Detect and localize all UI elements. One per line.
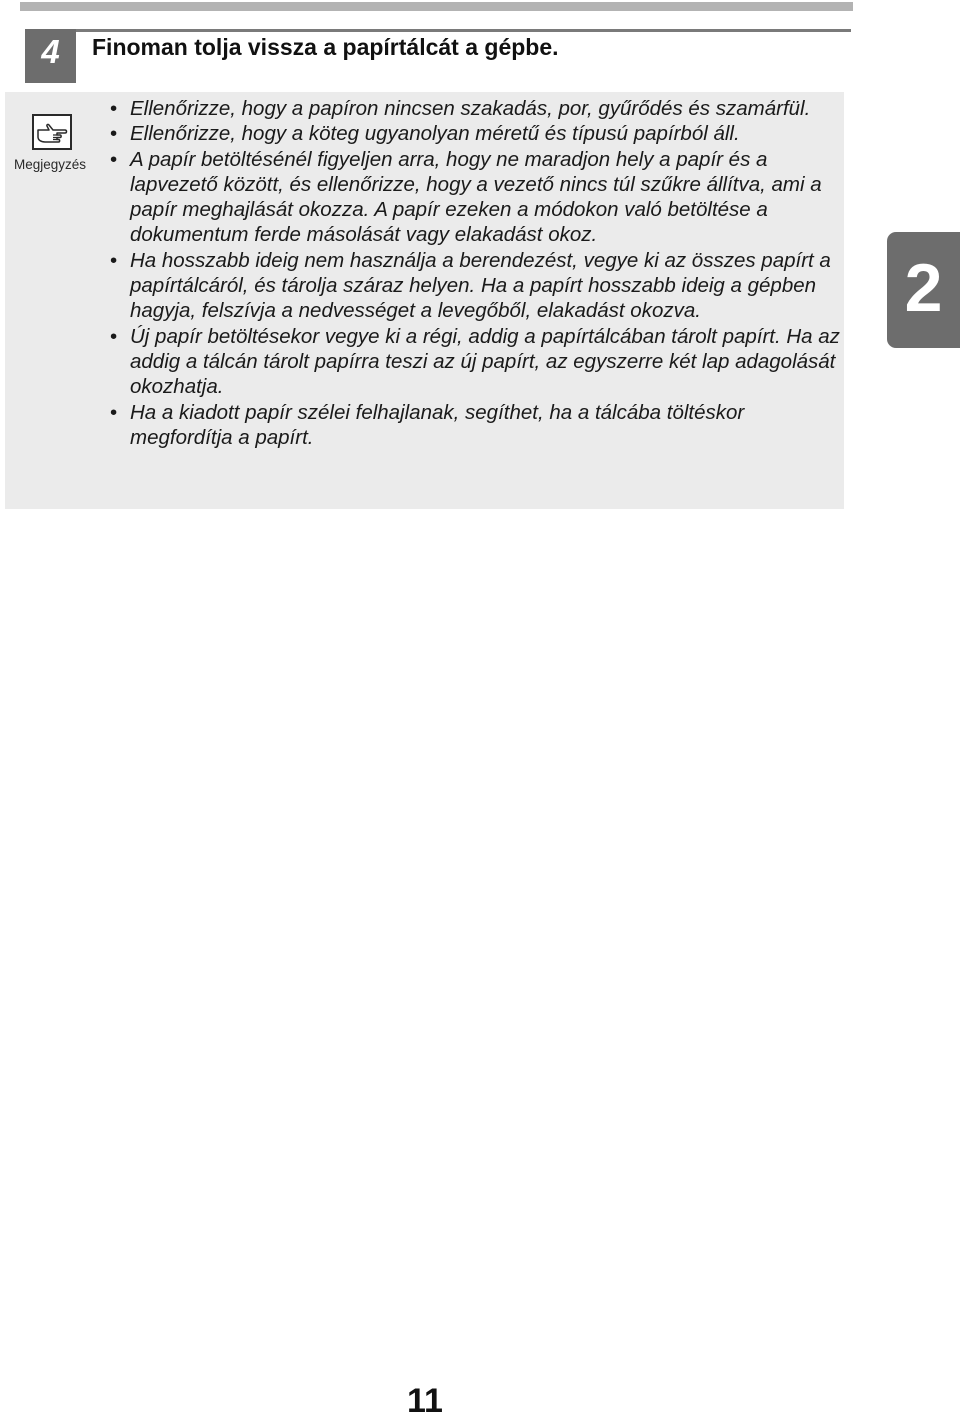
- note-item-text: A papír betöltésénél figyeljen arra, hogy ne maradjon hely a papír és a lapvezető között, és ellenőrizze, hogy a vezető nincs túl szűkre állítva, ami a papír meghajlását okozza. A papír ezeken a módokon való betöltése a dokumentum ferde másolását vagy elakadást okoz.: [130, 147, 822, 247]
- chapter-tab: 2: [887, 232, 960, 348]
- note-label: Megjegyzés: [13, 157, 87, 172]
- top-rule: [20, 2, 853, 11]
- step-header-rule: [25, 29, 851, 32]
- step-title: Finoman tolja vissza a papírtálcát a gépbe.: [92, 34, 559, 60]
- bullet: •: [110, 400, 118, 424]
- note-box: [5, 92, 844, 509]
- bullet: •: [110, 324, 118, 348]
- note-item: [105, 96, 840, 121]
- pointing-hand-icon: [36, 121, 68, 143]
- note-list: [105, 96, 840, 450]
- note-item-text: Ellenőrizze, hogy a köteg ugyanolyan méretű és típusú papírból áll.: [130, 122, 740, 146]
- note-item: [105, 324, 840, 400]
- bullet: •: [110, 248, 118, 272]
- note-item-text: Új papír betöltésekor vegye ki a régi, addig a papírtálcában tárolt papírt. Ha az addig a tálcán tárolt papírra teszi az új papírt, az egyszerre két lap adagolását okozhatja.: [130, 324, 840, 399]
- step-number: 4: [25, 29, 76, 83]
- note-item-text: Ha a kiadott papír szélei felhajlanak, segíthet, ha a tálcába töltéskor megfordítja a papírt.: [130, 400, 745, 449]
- note-item: [105, 400, 840, 451]
- note-item: [105, 121, 840, 146]
- bullet: •: [110, 122, 118, 146]
- note-item-text: Ellenőrizze, hogy a papíron nincsen szakadás, por, gyűrődés és szamárfül.: [130, 97, 811, 120]
- page-number: 11: [407, 1382, 443, 1420]
- note-item: [105, 147, 840, 248]
- note-item-text: Ha hosszabb ideig nem használja a berendezést, vegye ki az összes papírt a papírtálcáról, és tárolja száraz helyen. Ha a papírt hosszabb ideig a gépben hagyja, felszívja a nedvességet a levegőből, elakadást okozva.: [130, 248, 831, 323]
- step-header: [25, 29, 851, 85]
- bullet: •: [110, 147, 118, 171]
- note-item: [105, 248, 840, 324]
- note-icon-frame: [32, 114, 72, 150]
- bullet: •: [110, 97, 118, 120]
